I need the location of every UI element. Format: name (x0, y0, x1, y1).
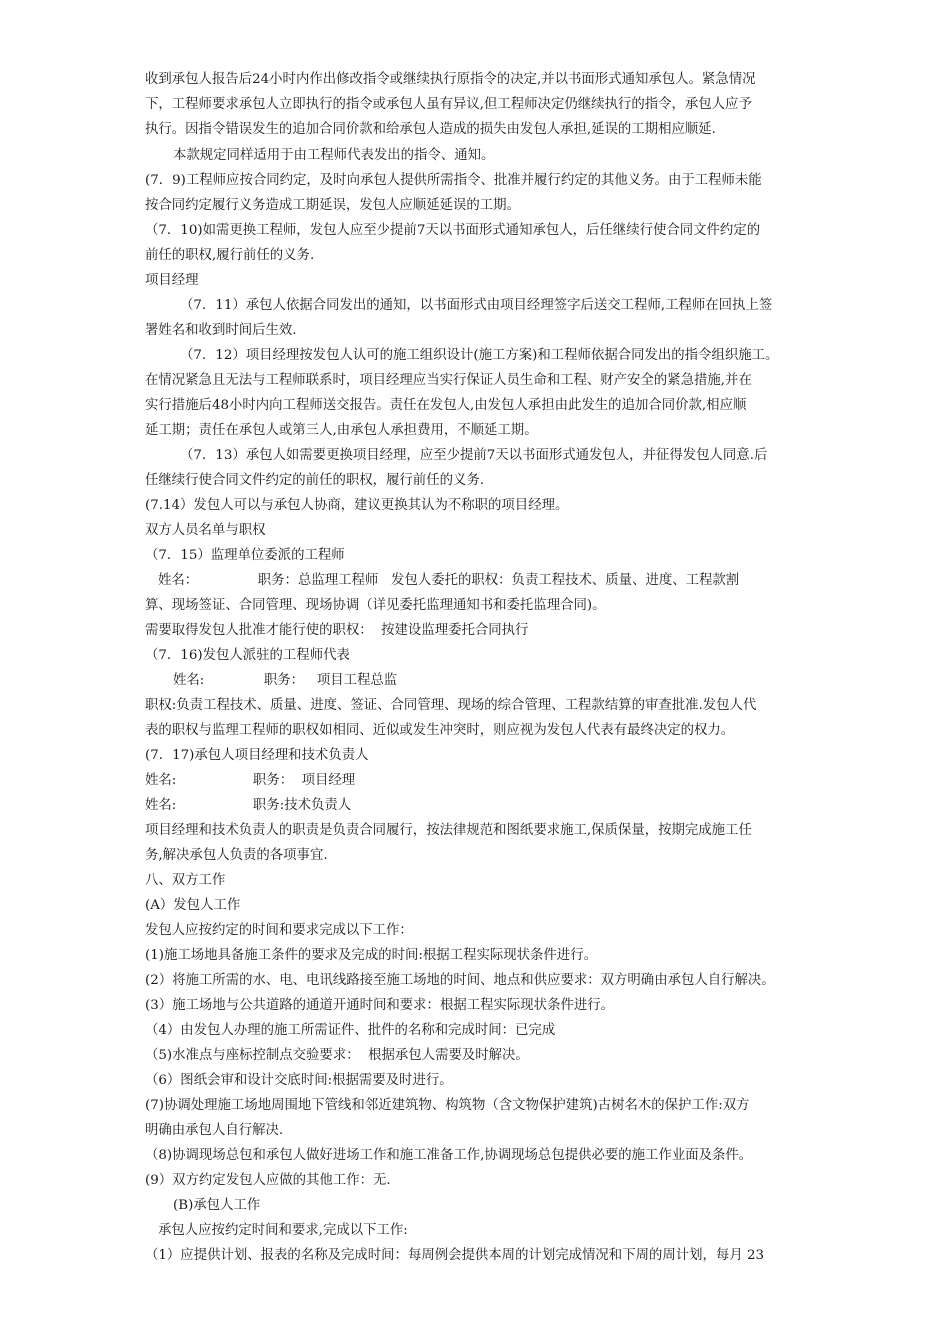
text-line: （7．11）承包人依据合同发出的通知，以书面形式由项目经理签字后送交工程师,工程师在回执上签 (180, 298, 773, 313)
text-line: 姓名: 职务:技术负责人 (145, 798, 352, 813)
text-line: (9）双方约定发包人应做的其他工作：无. (145, 1173, 391, 1188)
text-line: 延工期；责任在承包人或第三人,由承包人承担费用，不顺延工期。 (145, 423, 538, 438)
text-line: （5)水准点与座标控制点交验要求： 根据承包人需要及时解决。 (145, 1048, 529, 1063)
section-heading: (B)承包人工作 (173, 1198, 261, 1213)
text-line: 实行措施后48小时内向工程师送交报告。责任在发包人,由发包人承担由此发生的追加合同价款,相应顺 (145, 398, 747, 413)
text-line: 姓名: 职务： 项目工程总监 (173, 673, 398, 688)
text-line: 算、现场签证、合同管理、现场协调（详见委托监理通知书和委托监理合同)。 (145, 598, 606, 613)
section-heading: 八、双方工作 (145, 873, 226, 888)
text-line: （7．15）监理单位委派的工程师 (145, 548, 345, 563)
text-line: （6）图纸会审和设计交底时间:根据需要及时进行。 (145, 1073, 453, 1088)
text-line: 明确由承包人自行解决. (145, 1123, 284, 1138)
text-line: 本款规定同样适用于由工程师代表发出的指令、通知。 (173, 148, 495, 163)
text-line: (7．17)承包人项目经理和技术负责人 (145, 748, 369, 763)
text-line: (7.14）发包人可以与承包人协商，建议更换其认为不称职的项目经理。 (145, 498, 569, 513)
text-line: (1)施工场地具备施工条件的要求及完成的时间:根据工程实际现状条件进行。 (145, 948, 597, 963)
text-line: 发包人应按约定的时间和要求完成以下工作： (145, 923, 413, 938)
text-line: （7．13）承包人如需要更换项目经理，应至少提前7天以书面形式通发包人，并征得发包人同意.后 (180, 448, 768, 463)
text-line: 下，工程师要求承包人立即执行的指令或承包人虽有异议,但工程师决定仍继续执行的指令，承包人应予 (145, 97, 752, 112)
text-line: 职权:负责工程技术、质量、进度、签证、合同管理、现场的综合管理、工程款结算的审查批准.发包人代 (145, 698, 757, 713)
text-line: (3）施工场地与公共道路的通道开通时间和要求：根据工程实际现状条件进行。 (145, 998, 615, 1013)
text-line: (A）发包人工作 (145, 898, 241, 913)
text-line: （8)协调现场总包和承包人做好进场工作和施工准备工作,协调现场总包提供必要的施工作业面及条件。 (145, 1148, 753, 1163)
text-line: 按合同约定履行义务造成工期延误，发包人应顺延延误的工期。 (145, 198, 520, 213)
text-line: 承包人应按约定时间和要求,完成以下工作: (158, 1223, 408, 1238)
text-line: 需要取得发包人批准才能行使的职权： 按建设监理委托合同执行 (145, 623, 529, 638)
text-line: 务,解决承包人负责的各项事宜. (145, 848, 328, 863)
text-line: (2）将施工所需的水、电、电讯线路接至施工场地的时间、地点和供应要求：双方明确由承包人自行解决。 (145, 973, 775, 988)
text-line: 收到承包人报告后24小时内作出修改指令或继续执行原指令的决定,并以书面形式通知承包人。紧急情况 (145, 72, 756, 87)
text-line: (7)协调处理施工场地周围地下管线和邻近建筑物、构筑物（含文物保护建筑)古树名木的保护工作:双方 (145, 1098, 750, 1113)
text-line: （1）应提供计划、报表的名称及完成时间：每周例会提供本周的计划完成情况和下周的周计划，每月 23 (145, 1248, 764, 1263)
text-line: 姓名： 职务：总监理工程师 发包人委托的职权：负责工程技术、质量、进度、工程款割 (158, 573, 740, 588)
text-line: (7．9)工程师应按合同约定，及时向承包人提供所需指令、批准并履行约定的其他义务。由于工程师未能 (145, 173, 762, 188)
text-line: 前任的职权,履行前任的义务. (145, 248, 315, 263)
text-line: （7．16)发包人派驻的工程师代表 (145, 648, 350, 663)
section-heading: 双方人员名单与职权 (145, 523, 266, 538)
text-line: 在情况紧急且无法与工程师联系时，项目经理应当实行保证人员生命和工程、财产安全的紧急措施,并在 (145, 373, 752, 388)
text-line: 项目经理和技术负责人的职责是负责合同履行，按法律规范和图纸要求施工,保质保量，按期完成施工任 (145, 823, 752, 838)
text-line: 姓名: 职务： 项目经理 (145, 773, 356, 788)
text-line: （7．10)如需更换工程师，发包人应至少提前7天以书面形式通知承包人，后任继续行使合同文件约定的 (145, 223, 761, 238)
text-line: 署姓名和收到时间后生效. (145, 323, 297, 338)
text-line: （4）由发包人办理的施工所需证件、批件的名称和完成时间：已完成 (145, 1023, 556, 1038)
text-line: 执行。因指令错误发生的追加合同价款和给承包人造成的损失由发包人承担,延误的工期相应顺延. (145, 122, 716, 137)
text-line: 表的职权与监理工程师的职权如相同、近似或发生冲突时，则应视为发包人代表有最终决定的权力。 (145, 723, 735, 738)
text-line: （7．12）项目经理按发包人认可的施工组织设计(施工方案)和工程师依据合同发出的指令组织施工。 (180, 348, 779, 363)
section-heading: 项目经理 (145, 273, 199, 288)
text-line: 任继续行使合同文件约定的前任的职权，履行前任的义务. (145, 473, 485, 488)
